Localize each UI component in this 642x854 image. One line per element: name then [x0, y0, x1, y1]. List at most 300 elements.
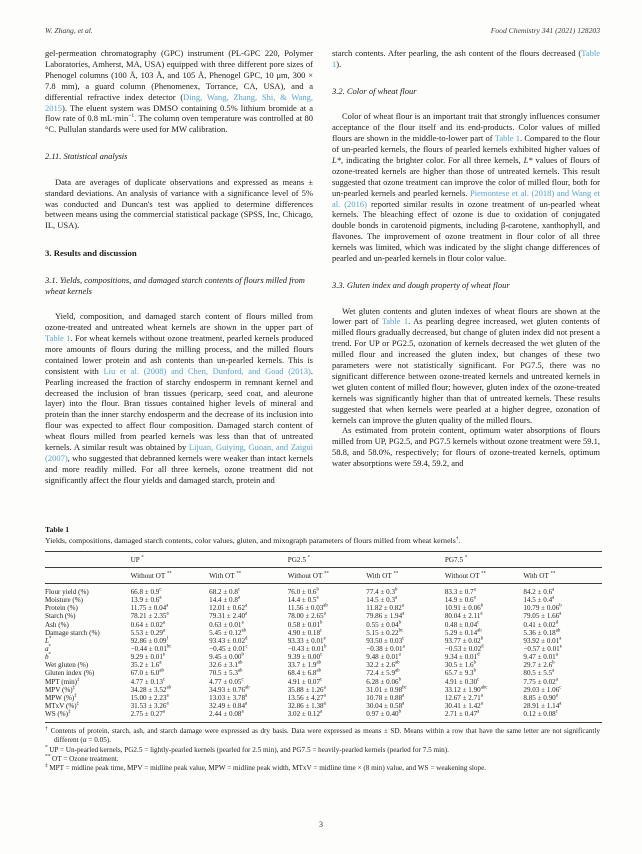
significance-letter: b — [395, 587, 398, 593]
footnote-marker: * — [307, 555, 311, 561]
significance-letter: a — [323, 701, 326, 707]
table-value-cell: −0.44 ± 0.01$^{bc}$ — [130, 644, 172, 653]
footnote-marker: * — [48, 652, 51, 658]
significance-letter: a — [323, 685, 326, 691]
significance-letter: a — [555, 677, 558, 683]
significance-letter: ab — [316, 660, 321, 666]
table-value-cell: 4.91 ± 0.07$^c$ — [287, 677, 323, 686]
paragraph — [45, 177, 313, 232]
table-row — [45, 702, 602, 710]
row-label: Damage starch (%) — [45, 628, 100, 637]
two-column-body — [45, 48, 600, 516]
significance-letter: a — [237, 595, 241, 601]
significance-letter: d — [477, 652, 480, 658]
footnote-marker: ‡ — [45, 762, 50, 769]
significance-letter: b — [398, 677, 401, 683]
significance-letter: b — [324, 644, 327, 650]
table-value-cell: 0.64 ± 0.02$^a$ — [130, 620, 166, 629]
significance-letter: b — [316, 587, 319, 593]
text-run: 2.11. Statistical analysis — [45, 151, 128, 162]
table-value-cell: 29.03 ± 1.06$^c$ — [523, 685, 562, 694]
significance-letter: a — [245, 701, 248, 707]
table-value-cell: 0.63 ± 0.01$^a$ — [209, 620, 244, 629]
significance-letter: a — [473, 587, 476, 593]
table-value-cell: 9.39 ± 0.00$^c$ — [287, 652, 323, 662]
significance-letter: a — [241, 709, 244, 715]
significance-letter: b — [398, 709, 401, 715]
footnote: † Contents of protein, starch, ash, and starch damage were expressed as dry basis. Data were expressed as means ± SD. Means within a row that have the same letter are not significantly different (α = 0.05). — [45, 725, 600, 745]
table-value-cell: 11.75 ± 0.04$^a$ — [130, 603, 169, 613]
significance-letter: c — [320, 677, 323, 683]
significance-letter: b — [559, 603, 562, 609]
table-value-cell: 93.50 ± 0.03$^c$ — [366, 636, 405, 645]
table-value-cell: 30.04 ± 0.58$^a$ — [366, 701, 405, 711]
citation-link[interactable]: Liu et al. (2008) and Chen, Dunford, and Goad (2013) — [103, 365, 311, 376]
table-value-cell: 0.41 ± 0.02$^d$ — [523, 620, 559, 629]
paragraph — [45, 48, 313, 135]
table-corner-cell — [45, 551, 131, 567]
table-value-cell: 11.56 ± 0.03$^{ab}$ — [287, 603, 328, 613]
significance-letter: b — [473, 669, 476, 675]
paragraph — [332, 48, 600, 70]
text-run: 3.2. Color of wheat flour — [332, 85, 417, 96]
caption-footnote-marker: † — [455, 535, 459, 542]
text-run: . As pearling degree increased, wet gluten contents of milled flours gradually decreased, but change of gluten index did not present a trend. For UP or PG2.5, ozonation of kernels decreased the wet gluten of the milled flour and increased the gluten index, but changes of these two parameters were not statistically significant. For PG7.5, there was no significant difference between ozone-treated kernels and untreated kernels in wet gluten content of milled flour; however, gluten index of the ozone-treated kernels was significantly higher than that of untreated kernels. These results suggested that when kernels were pearled at a higher degree, ozonation of kernels can improve the gluten quality of the milled flours. — [332, 316, 600, 425]
text-run: values of flours of ozone-treated kernels are higher than those of untreated kernels. This result suggested that ozone treatment can improve the color of milled flour, both for un-pearled kernels and pearled kernels. — [332, 154, 600, 198]
row-label — [45, 645, 131, 653]
table-value-cell: 5.29 ± 0.14$^{ab}$ — [444, 628, 482, 637]
table-value-cell: 31.01 ± 0.98$^{bc}$ — [366, 685, 407, 694]
table-value-cell: 10.91 ± 0.06$^b$ — [444, 603, 484, 613]
significance-letter: a — [402, 693, 405, 699]
significance-letter: a — [323, 612, 326, 618]
footnote-marker: ** — [166, 571, 172, 577]
significance-letter: e — [559, 644, 562, 650]
significance-letter: a — [552, 587, 555, 593]
superscript: −1 — [128, 113, 135, 120]
row-label: MTxV (%)‡ — [45, 701, 79, 711]
significance-letter: ab — [395, 669, 400, 675]
table-value-cell: 80.04 ± 2.11$^a$ — [444, 612, 483, 621]
significance-letter: d — [245, 636, 248, 642]
table-row — [45, 645, 602, 653]
significance-letter: bc — [398, 628, 404, 634]
significance-letter: c — [402, 636, 405, 642]
table-group-header: PG7.5 * — [445, 551, 602, 567]
table-row — [45, 669, 602, 677]
table-row — [45, 584, 602, 596]
table-value-cell: 83.3 ± 0.7$^a$ — [444, 587, 476, 596]
italic-term: L — [45, 636, 49, 645]
table-value-cell: 68.2 ± 0.8$^c$ — [209, 587, 241, 596]
citation-link[interactable]: Table 1 — [45, 333, 71, 343]
table-value-cell: −0.43 ± 0.01$^b$ — [287, 644, 327, 653]
citation-link[interactable]: Table 1 — [332, 48, 600, 69]
significance-letter: a — [398, 652, 401, 658]
significance-letter: a — [552, 669, 555, 675]
table-value-cell: 84.2 ± 0.6$^a$ — [523, 587, 555, 596]
significance-letter: a — [402, 701, 405, 707]
footnote-marker: ** — [550, 571, 556, 577]
table-value-cell: 32.6 ± 3.1$^{ab}$ — [209, 660, 243, 670]
footnote-marker: ‡ — [68, 709, 71, 715]
text-run: reported similar results in ozone treatment of un-pearled wheat kernels. The bleaching effect of ozone is due to oxidation of conjugated double bonds in carotenoid pigments, including β-carotene, xanthophyll, and flavones. The improvement of ozone treatment in flour color of all three kernels was limited, which was indicated by the slight change differences of pearled and un-pearled kernels in flour color value. — [332, 198, 600, 264]
significance-letter: ab — [237, 669, 243, 675]
footnote: ** OT = Ozone treatment. — [45, 753, 119, 763]
table-value-cell: 5.53 ± 0.29$^a$ — [130, 628, 166, 637]
table-value-cell: 68.4 ± 6.8$^{ab}$ — [287, 669, 321, 678]
significance-letter: ab — [245, 685, 250, 691]
paragraph — [332, 306, 600, 426]
table-value-cell: 5.15 ± 0.22$^{bc}$ — [366, 628, 404, 637]
table-footnotes — [45, 727, 600, 773]
footnote-marker: ** — [393, 571, 399, 577]
italic-term: a — [45, 645, 49, 653]
table-value-cell: 93.77 ± 0.02$^b$ — [444, 636, 484, 645]
table-value-cell: 33.12 ± 1.90$^{abc}$ — [444, 685, 488, 694]
significance-letter: bc — [166, 644, 172, 650]
significance-letter: c — [245, 644, 248, 650]
table-value-cell: 3.02 ± 0.12$^a$ — [288, 710, 367, 722]
table-row — [45, 612, 602, 620]
significance-letter: a — [555, 693, 558, 699]
table-value-cell: −0.57 ± 0.01$^e$ — [523, 644, 562, 653]
significance-letter: abc — [480, 685, 488, 691]
significance-letter: a — [162, 628, 166, 634]
significance-letter: ab — [477, 628, 482, 634]
table-value-cell: 93.33 ± 0.01$^e$ — [287, 636, 326, 645]
table-row — [45, 653, 602, 661]
text-run: 3.3. Gluten index and dough property of wheat flour — [332, 280, 510, 290]
significance-letter: ab — [316, 669, 321, 675]
section-heading — [45, 248, 313, 259]
table-value-cell: 32.2 ± 2.6$^{ab}$ — [366, 660, 400, 670]
significance-letter: a — [316, 595, 319, 601]
paragraph — [332, 425, 600, 469]
text-run: ). The eluent system was DMSO containing 0.5% lithium bromide at a flow rate of 0.8 mL·min — [45, 102, 313, 124]
significance-letter: a — [480, 612, 483, 618]
significance-letter: b — [398, 620, 401, 626]
significance-letter: a — [401, 603, 404, 609]
table-value-cell: 32.86 ± 1.38$^a$ — [287, 701, 326, 711]
table-1 — [45, 551, 602, 723]
text-run: 3. Results and discussion — [45, 248, 137, 259]
section-heading — [332, 86, 600, 97]
significance-letter: a — [159, 660, 162, 666]
significance-letter: b — [480, 636, 484, 642]
section-heading — [45, 275, 313, 296]
significance-letter: c — [159, 587, 162, 593]
row-label: Ash (%) — [45, 620, 69, 629]
row-label: Flour yield (%) — [45, 587, 89, 596]
table-row — [45, 661, 602, 669]
significance-letter: c — [477, 677, 480, 683]
table-value-cell: 14.4 ± 0.8$^a$ — [209, 595, 241, 605]
significance-letter: a — [402, 644, 405, 650]
significance-letter: b — [241, 652, 244, 658]
significance-letter: ab — [395, 660, 400, 666]
row-label: MPV (%)‡ — [45, 685, 76, 694]
significance-letter: a — [320, 709, 323, 715]
text-run: . Pearling increased the fraction of starchy endosperm in remnant kernel and decreased the inclusion of bran tissues (pericarp, seed coat, and aleurone layer) into the flour. Bran tissues contained higher levels of mineral and protein than the inner starchy endosperm and the decrease of its inclusion into flour was expected to affect flour composition. Damaged starch content of wheat flours milled from pearled kernels was less than that of untreated kernels. A similar result was obtained by — [45, 365, 314, 453]
text-run: starch contents. After pearling, the ash content of the flours decreased ( — [332, 48, 582, 58]
significance-letter: c — [320, 628, 323, 634]
significance-letter: a — [480, 693, 483, 699]
text-run: Data are averages of duplicate observations and expressed as means ± standard deviations. An analysis of variance with a significance level of 5% was conducted and Duncan's test was applied to determine differences between means using the commercial statistical package (SPSS, Inc, Chicago, IL, USA). — [45, 176, 313, 231]
table-value-cell: 15.00 ± 2.23$^a$ — [130, 693, 169, 702]
table-value-cell: 4.77 ± 0.05$^c$ — [209, 677, 244, 686]
table-value-cell: −0.45 ± 0.01$^c$ — [209, 644, 248, 653]
significance-letter: bc — [402, 685, 407, 691]
footnote-marker: * — [48, 644, 51, 650]
table-value-cell: 9.45 ± 0.00$^b$ — [209, 652, 244, 662]
page-number: 3 — [319, 820, 323, 829]
footnote-marker: ‡ — [72, 685, 76, 691]
table-value-cell: 0.97 ± 0.40$^b$ — [366, 710, 445, 722]
table-column-header: With OT ** — [523, 567, 602, 584]
table-value-cell: 79.86 ± 1.94$^a$ — [366, 612, 405, 621]
table-value-cell: 65.7 ± 9.3$^b$ — [444, 669, 476, 678]
significance-letter: a — [323, 693, 326, 699]
significance-letter: a — [559, 612, 562, 618]
significance-letter: a — [159, 595, 162, 601]
text-run: gel-permeation chromatography (GPC) instrument (PL-GPC 220, Polymer Laboratories, Amherst, MA, USA) equipped with three different pore sizes of Phenogel columns (100 Å, 103 Å, and 105 Å, Phenogel GPC, 10 μm, 300 × 7.8 mm), a guard column (Phenomenex, Torrance, CA, USA), and a differential refractive index detector ( — [45, 48, 313, 102]
footnote: * UP = Un-pearled kernels, PG2.5 = lightly-pearled kernels (pearled for 2.5 min), and PG7.5 = heavily-pearled kernels (pearled for 7.5 min). — [45, 744, 449, 754]
table-value-cell: 34.28 ± 3.52$^{ab}$ — [130, 685, 171, 694]
italic-term: b — [45, 653, 49, 662]
paragraph — [332, 111, 600, 264]
significance-letter: a — [241, 620, 244, 626]
table-corner-cell — [45, 567, 131, 584]
table-value-cell: 67.0 ± 6.0$^{ab}$ — [130, 669, 164, 678]
footnote-marker: † — [45, 725, 51, 732]
text-run: ). — [336, 58, 342, 69]
text-run: , who suggested that debranned kernels were weaker than intact kernels and more readily milled. For all three kernels, ozone treatment did not significantly affect the flour yields and damaged starch, protein and — [45, 452, 313, 485]
running-head-authors: W. Zhang, et al. — [45, 26, 93, 35]
table-row — [45, 621, 602, 629]
table-value-cell: 6.28 ± 0.06$^b$ — [366, 677, 401, 686]
significance-letter: b — [480, 603, 484, 609]
table-value-cell: 14.9 ± 0.6$^a$ — [444, 595, 476, 605]
text-run: Color of wheat flour is an important trait that strongly influences consumer acceptance of the flour itself and its end-products. Color values of milled flours are shown in the middle-to-lower part of — [332, 111, 600, 144]
table-group-header: PG2.5 * — [288, 551, 445, 567]
table-value-cell: 13.56 ± 4.27$^a$ — [287, 693, 326, 702]
significance-letter: e — [162, 652, 166, 658]
text-run: . For wheat kernels without ozone treatment, pearled kernels produced more amounts of flours during the milling process, and the milled flours contained lower protein and ash contents than un-pearled kernels. This is consistent with — [45, 333, 313, 376]
table-value-cell: −0.53 ± 0.02$^d$ — [444, 644, 484, 653]
table-value-cell: 29.7 ± 2.6$^b$ — [523, 660, 555, 670]
table-value-cell: 2.75 ± 0.27$^a$ — [131, 710, 210, 722]
table-column-header: Without OT ** — [288, 567, 367, 584]
table-value-cell: 4.77 ± 0.13$^c$ — [130, 677, 166, 686]
significance-letter: a — [559, 701, 562, 707]
significance-letter: ab — [323, 603, 328, 609]
table-value-cell: 28.91 ± 1.14$^a$ — [523, 701, 562, 711]
text-run: As estimated from protein content, optimum water absorptions of flours milled from UP, PG2.5, and PG7.5 kernels without ozone treatment were 59.1, 58.8, and 58.0%, respectively; for flours of ozone-treated kernels, optimum water absorptions were 59.4, 59.2, and — [332, 425, 600, 469]
citation-link[interactable]: Table 1 — [494, 133, 520, 144]
table-value-cell: 14.4 ± 0.5$^a$ — [287, 595, 319, 605]
table-value-cell: 0.55 ± 0.04$^b$ — [366, 620, 401, 629]
table-column-header: With OT ** — [366, 567, 445, 584]
paragraph — [45, 311, 313, 486]
table-value-cell: 12.01 ± 0.62$^a$ — [209, 603, 248, 613]
table-value-cell: 13.03 ± 3.78$^a$ — [209, 693, 248, 702]
table-group-header-row — [45, 551, 602, 567]
table-column-header: With OT ** — [209, 567, 288, 584]
table-value-cell: −0.38 ± 0.01$^a$ — [366, 644, 405, 653]
significance-letter: ab — [241, 628, 246, 634]
row-label: Protein (%) — [45, 604, 78, 613]
table-value-cell: 34.93 ± 0.76$^{ab}$ — [209, 685, 250, 694]
significance-letter: b — [473, 660, 476, 666]
text-run: Wet gluten contents and gluten indexes of wheat flours are shown at the lower part of — [332, 305, 600, 327]
table-value-cell: 4.91 ± 0.30$^c$ — [444, 677, 480, 686]
table-value-cell: 0.58 ± 0.01$^b$ — [287, 620, 323, 629]
significance-letter: a — [402, 612, 405, 618]
significance-letter: a — [245, 693, 248, 699]
section-heading — [332, 280, 600, 291]
citation-link[interactable]: Lijuan, Guiying, Guoan, and Zaigui (2007) — [45, 442, 314, 463]
running-head — [45, 26, 600, 35]
significance-letter: b — [320, 620, 323, 626]
row-label: Gluten index (%) — [45, 669, 95, 678]
significance-letter: a — [162, 709, 166, 715]
table-value-cell: 11.82 ± 0.82$^a$ — [366, 603, 404, 613]
table-value-cell: 14.5 ± 0.4$^a$ — [523, 595, 555, 605]
significance-letter: a — [166, 693, 169, 699]
significance-letter: c — [237, 587, 241, 593]
text-run: . The column oven temperature was controlled at 80 °C. Pullulan standards were used for MW calibration. — [45, 113, 313, 135]
significance-letter: a — [395, 595, 398, 601]
table-value-cell: 32.49 ± 0.84$^a$ — [209, 701, 248, 711]
table-value-cell: 72.4 ± 5.9$^{ab}$ — [366, 669, 400, 678]
running-head-journal: Food Chemistry 341 (2021) 128203 — [490, 26, 600, 35]
table-value-cell: 93.92 ± 0.01$^a$ — [523, 636, 562, 645]
significance-letter: c — [555, 709, 558, 715]
table-value-cell: 80.5 ± 5.5$^a$ — [523, 669, 555, 678]
footnote-marker: * — [141, 555, 144, 561]
table-value-cell: 2.44 ± 0.08$^a$ — [209, 710, 288, 722]
table-value-cell: 8.85 ± 0.90$^a$ — [523, 693, 558, 702]
table-value-cell: 0.48 ± 0.04$^c$ — [444, 620, 480, 629]
table-value-cell: 70.5 ± 5.3$^{ab}$ — [209, 669, 243, 678]
table-value-cell: 5.45 ± 0.12$^{ab}$ — [209, 628, 246, 637]
table-value-cell: 92.86 ± 0.09$^f$ — [130, 636, 169, 645]
table-value-cell: 30.41 ± 1.42$^a$ — [444, 701, 483, 711]
footnote-marker: ‡ — [74, 693, 77, 699]
table-value-cell: 33.7 ± 1.9$^{ab}$ — [287, 660, 321, 670]
footnote-marker: ** — [236, 571, 242, 577]
table-value-cell: 79.31 ± 2.40$^a$ — [209, 612, 248, 621]
footnote-marker: ** — [481, 571, 486, 577]
table-value-cell: 9.34 ± 0.01$^d$ — [444, 652, 480, 662]
footnote-marker: * — [48, 636, 52, 642]
italic-term: L* — [523, 154, 533, 165]
text-run: Yield, composition, and damaged starch content of flours milled from ozone-treated and untreated wheat kernels are shown in the upper part of — [45, 311, 313, 333]
significance-letter: d — [481, 644, 484, 650]
table-value-cell: 7.75 ± 0.02$^a$ — [523, 677, 558, 686]
significance-letter: c — [477, 620, 480, 626]
table-value-cell: 66.8 ± 0.9$^c$ — [130, 587, 162, 596]
footnote: ‡ MPT = midline peak time, MPV = midline peak value, MPW = midline peak width, MTxV = midline time × (8 min) value, and WS = weakening slope. — [45, 762, 487, 773]
row-label: MPT (min)‡ — [45, 677, 80, 686]
significance-letter: ab — [555, 628, 561, 634]
table-value-cell: 79.05 ± 1.66$^a$ — [523, 612, 562, 621]
footnote-marker: ** — [324, 571, 329, 577]
table-value-cell: 76.0 ± 0.6$^b$ — [287, 587, 319, 596]
significance-letter: c — [162, 677, 166, 683]
footnote-marker: ‡ — [77, 677, 80, 683]
significance-letter: c — [559, 685, 562, 691]
significance-letter: a — [473, 595, 476, 601]
table-row — [45, 710, 602, 722]
significance-letter: a — [162, 620, 166, 626]
significance-letter: a — [555, 652, 558, 658]
table-value-cell: 4.90 ± 0.18$^c$ — [287, 628, 323, 637]
significance-letter: a — [559, 636, 562, 642]
significance-letter: a — [245, 612, 248, 618]
citation-link[interactable]: Piemontese et al. (2018) and Wang et al. (2016) — [332, 187, 600, 209]
table-group-header: UP * — [131, 551, 288, 567]
significance-letter: a — [552, 595, 555, 601]
table-value-cell: 35.88 ± 1.26$^a$ — [287, 685, 326, 694]
right-column — [332, 48, 600, 516]
significance-letter: c — [241, 677, 244, 683]
table-value-cell: 9.48 ± 0.01$^a$ — [366, 652, 401, 662]
significance-letter: ab — [237, 660, 243, 666]
table-value-cell: 9.47 ± 0.01$^a$ — [523, 652, 558, 662]
table-value-cell: 2.71 ± 0.47$^a$ — [445, 710, 524, 722]
table-value-cell: 5.36 ± 0.18$^{ab}$ — [523, 628, 561, 637]
significance-letter: b — [552, 660, 555, 666]
significance-letter: ab — [166, 685, 171, 691]
significance-letter: ab — [159, 669, 164, 675]
significance-letter: a — [166, 612, 169, 618]
table-value-cell: 10.78 ± 0.88$^a$ — [366, 693, 405, 702]
table-value-cell: 35.2 ± 1.6$^a$ — [130, 660, 162, 670]
table-value-cell: 12.67 ± 2.71$^a$ — [444, 693, 483, 702]
left-column — [45, 48, 313, 516]
significance-letter: e — [323, 636, 326, 642]
table-value-cell: 30.5 ± 1.6$^b$ — [444, 660, 476, 670]
text-run: . Compared to the flour of un-pearled kernels, the flours of pearled kernels exhibited higher values of — [332, 133, 600, 155]
significance-letter: f — [166, 636, 169, 642]
footnote-marker: * — [45, 744, 50, 751]
footnote-marker: ‡ — [76, 701, 79, 707]
footnote-marker: ** — [45, 753, 52, 760]
significance-letter: d — [555, 620, 559, 626]
table-value-cell: 0.12 ± 0.08$^c$ — [523, 710, 602, 722]
row-label: WS (%)‡ — [45, 710, 131, 722]
significance-letter: a — [166, 701, 169, 707]
table-value-cell: 93.43 ± 0.02$^d$ — [209, 636, 248, 645]
row-label: MPW (%)‡ — [45, 693, 77, 702]
row-label: Wet gluten (%) — [45, 661, 89, 670]
significance-letter: c — [320, 652, 323, 658]
citation-link[interactable]: Ding, Wang, Zhang, Shi, & Wang, 2015 — [45, 91, 313, 113]
significance-letter: a — [477, 709, 480, 715]
row-label — [45, 637, 131, 645]
table-column-header: Without OT ** — [131, 567, 210, 584]
text-run: , indicating the brighter color. For all three kernels, — [340, 154, 524, 165]
table-subheader-row — [45, 567, 602, 584]
row-label: Starch (%) — [45, 612, 76, 621]
citation-link[interactable]: Table 1 — [381, 316, 409, 327]
significance-letter: a — [245, 603, 248, 609]
table-caption: Yields, compositions, damaged starch contents, color values, gluten, and mixograph parameters of flours milled from wheat kernels†. — [45, 535, 461, 545]
table-value-cell: 14.5 ± 0.3$^a$ — [366, 595, 398, 605]
text-run: 3.1. Yields, compositions, and damaged starch contents of flours milled from wheat kernels — [45, 275, 305, 296]
